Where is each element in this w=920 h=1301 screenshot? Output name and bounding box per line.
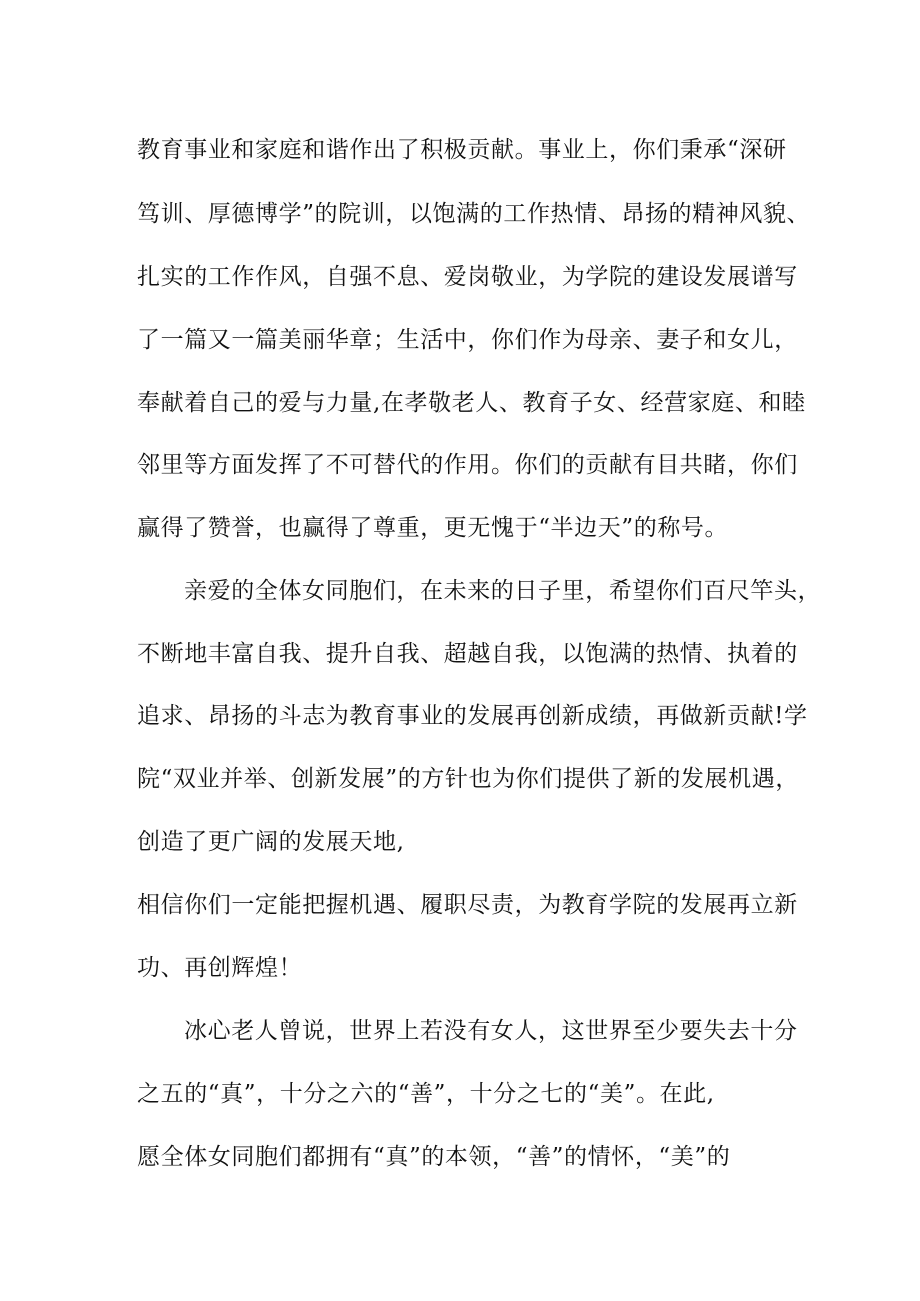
- paragraph-2-line-7: 功、再创辉煌！: [137, 955, 303, 981]
- paragraph-2-line-4: 院“双业并举、创新发展”的方针也为你们提供了新的发展机遇，: [137, 766, 799, 792]
- text-line-3: 扎实的工作作风，自强不息、爱岗敬业，为学院的建设发展谱写: [137, 264, 798, 290]
- text-line-1: 教育事业和家庭和谐作出了积极贡献。事业上，你们秉承“深研: [137, 137, 787, 163]
- text-line-7: 赢得了赞誉，也赢得了尊重，更无愧于“半边天”的称号。: [137, 515, 729, 541]
- paragraph-2-line-1: 亲爱的全体女同胞们，在未来的日子里，希望你们百尺竿头，: [184, 578, 822, 604]
- paragraph-3-line-3: 愿全体女同胞们都拥有“真”的本领，“善”的情怀，“美”的: [137, 1144, 731, 1170]
- text-line-5: 奉献着自己的爱与力量,在孝敬老人、教育子女、经营家庭、和睦: [137, 390, 806, 416]
- text-line-4: 了一篇又一篇美丽华章；生活中，你们作为母亲、妻子和女儿，: [137, 327, 798, 353]
- paragraph-3-line-2: 之五的“真”，十分之六的“善”，十分之七的“美”。在此,: [137, 1081, 715, 1107]
- paragraph-2-line-5: 创造了更广阔的发展天地,: [137, 829, 405, 855]
- paragraph-2-line-2: 不断地丰富自我、提升自我、超越自我，以饱满的热情、执着的: [137, 641, 798, 667]
- paragraph-2-line-6: 相信你们一定能把握机遇、履职尽责，为教育学院的发展再立新: [137, 892, 798, 918]
- paragraph-2-line-3: 追求、昂扬的斗志为教育事业的发展再创新成绩，再做新贡献!学: [137, 703, 808, 729]
- paragraph-3-line-1: 冰心老人曾说，世界上若没有女人，这世界至少要失去十分: [184, 1018, 798, 1044]
- text-line-6: 邻里等方面发挥了不可替代的作用。你们的贡献有目共睹，你们: [137, 452, 798, 478]
- text-line-2: 笃训、厚德博学”的院训，以饱满的工作热情、昂扬的精神风貌、: [137, 201, 811, 227]
